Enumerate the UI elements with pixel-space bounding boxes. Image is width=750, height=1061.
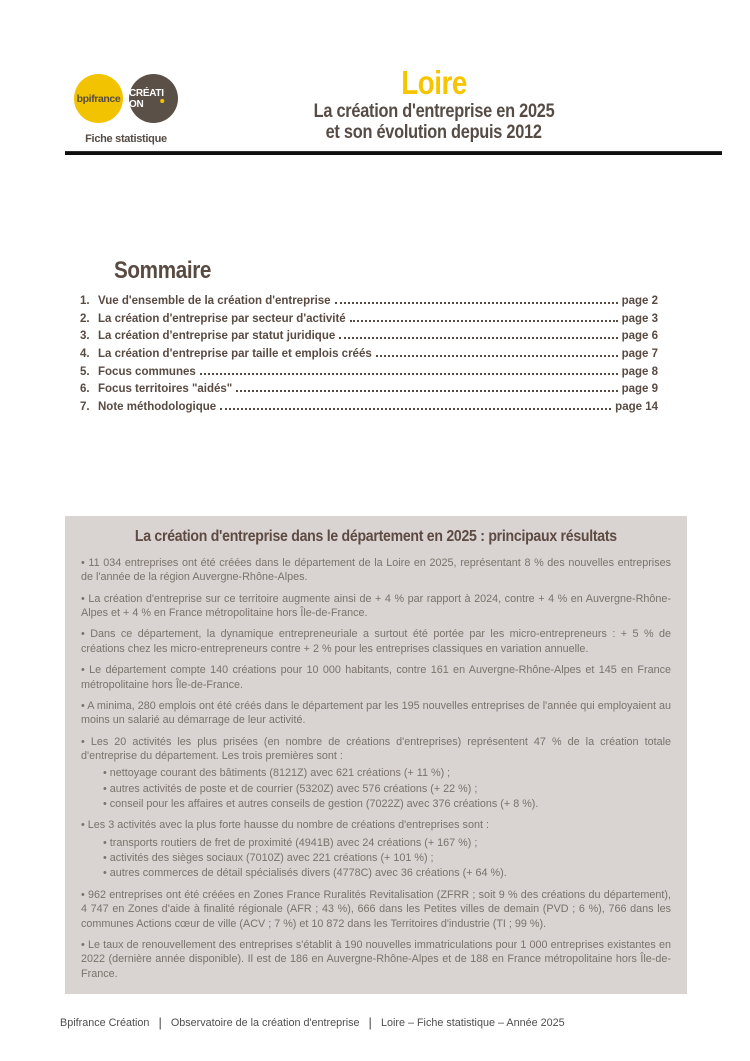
footer-publisher: Bpifrance Création <box>60 1016 150 1029</box>
toc-item-page: page 6 <box>621 330 658 343</box>
toc-item-4[interactable] <box>80 348 658 366</box>
logo-tagline: Fiche statistique <box>85 133 167 145</box>
toc-item-page: page 3 <box>621 312 658 325</box>
result-sub-bullet: • activités des sièges sociaux (7010Z) avec 221 créations (+ 101 %) ; <box>103 851 671 865</box>
result-bullet: • Le département compte 140 créations pour 10 000 habitants, contre 161 en Auvergne-Rhône-Alpes et 145 en France métropolitaine hors Île-de-France. <box>81 663 671 692</box>
toc-item-number: 2. <box>80 312 90 325</box>
top-activities-sub-list <box>81 766 671 811</box>
toc-dotted-leader <box>236 383 617 392</box>
creation-logo-i-yellow-dot: I <box>161 87 164 99</box>
document-header <box>180 66 688 143</box>
bpifrance-creation-logo <box>74 74 178 145</box>
result-sub-bullet: • conseil pour les affaires et autres conseils de gestion (7022Z) avec 376 créations (+ 8 %). <box>103 797 671 811</box>
toc-dotted-leader <box>200 366 618 375</box>
result-bullet: • A minima, 280 emplois ont été créés dans le département par les 195 nouvelles entreprises de l'année qui employaient au moins un salarié au démarrage de leur activité. <box>81 699 671 728</box>
toc-item-page: page 8 <box>621 365 658 378</box>
toc-item-page: page 9 <box>621 383 658 396</box>
toc-item-label: La création d'entreprise par statut juridique <box>98 330 336 343</box>
toc-item-page: page 7 <box>621 348 658 361</box>
result-bullet: • 11 034 entreprises ont été créées dans le département de la Loire en 2025, représentant 8 % des nouvelles entreprises de l'année de la région Auvergne-Rhône-Alpes. <box>81 556 671 585</box>
toc-item-label: Vue d'ensemble de la création d'entreprise <box>98 295 331 307</box>
result-sub-bullet: • transports routiers de fret de proximité (4941B) avec 24 créations (+ 167 %) ; <box>103 836 671 850</box>
toc-dotted-leader <box>220 401 611 410</box>
toc-item-number: 1. <box>80 295 90 307</box>
toc-item-3[interactable] <box>80 330 658 348</box>
toc-item-1[interactable] <box>80 295 658 313</box>
toc-item-5[interactable] <box>80 366 658 384</box>
result-bullet: • 962 entreprises ont été créées en Zones France Ruralités Revitalisation (ZFRR ; soit 9 % des créations du département), 4 747 en Zones d'aide à finalité régionale (AFR ; 43 %), 666 dans les Petites villes de demain (PVD ; 6 %), 766 dans les communes Actions cœur de ville (ACV ; 7 %) et 10 872 dans les Territoires d'industrie (TI ; 99 %). <box>81 888 671 931</box>
toc-dotted-leader <box>335 295 618 304</box>
toc-item-number: 6. <box>80 383 90 396</box>
toc-dotted-leader <box>376 348 618 357</box>
toc-item-label: Focus territoires "aidés" <box>98 383 233 396</box>
toc-title: Sommaire <box>114 257 212 284</box>
toc-item-number: 3. <box>80 330 90 343</box>
department-title: Loire <box>401 64 467 101</box>
toc-item-number: 5. <box>80 365 90 378</box>
logo-circles <box>74 74 178 124</box>
bpifrance-logo-text: bpifrance <box>76 92 121 105</box>
toc-item-number: 7. <box>80 401 90 414</box>
result-sub-bullet: • autres activités de poste et de courrier (5320Z) avec 576 créations (+ 22 %) ; <box>103 782 671 796</box>
document-subtitle <box>180 102 688 144</box>
table-of-contents <box>80 295 658 419</box>
result-sub-bullet: • nettoyage courant des bâtiments (8121Z) avec 621 créations (+ 11 %) ; <box>103 766 671 780</box>
footer-separator: | <box>368 1015 372 1030</box>
toc-item-7[interactable] <box>80 401 658 419</box>
toc-dotted-leader <box>350 313 618 322</box>
toc-item-label: Focus communes <box>98 365 196 378</box>
fastest-growing-activities-sub-list <box>81 836 671 881</box>
result-bullet: • Dans ce département, la dynamique entrepreneuriale a surtout été portée par les micro-entrepreneurs : + 5 % de créations chez les micro-entrepreneurs contre + 2 % pour les entreprises classiques en variation annuelle. <box>81 627 671 656</box>
results-box-title: La création d'entreprise dans le département en 2025 : principaux résultats <box>134 528 617 545</box>
bpifrance-logo-circle <box>74 74 123 123</box>
result-bullet: • Les 3 activités avec la plus forte hausse du nombre de créations d'entreprises sont : <box>81 818 671 832</box>
toc-item-2[interactable] <box>80 313 658 331</box>
footer-separator: | <box>158 1015 162 1030</box>
subtitle-line-1: La création d'entreprise en 2025 <box>313 100 555 122</box>
toc-item-label: La création d'entreprise par taille et emplois créés <box>98 348 372 361</box>
result-bullet: • Les 20 activités les plus prisées (en nombre de créations d'entreprises) représentent 47 % de la création totale d'entreprise du département. Les trois premières sont : <box>81 735 671 764</box>
toc-item-6[interactable] <box>80 383 658 401</box>
key-results-box <box>65 516 687 994</box>
toc-item-page: page 2 <box>621 295 658 307</box>
creation-logo-text: CRÉATION <box>129 87 164 110</box>
footer-source: Observatoire de la création d'entreprise <box>170 1016 360 1029</box>
toc-dotted-leader <box>339 330 617 339</box>
toc-item-number: 4. <box>80 348 90 361</box>
result-bullet: • Le taux de renouvellement des entreprises s'établit à 190 nouvelles immatriculations pour 1 000 entreprises existantes en 2022 (dernière année disponible). Il est de 186 en Auvergne-Rhône-Alpes et de 188 en France métropolitaine hors Île-de-France. <box>81 938 671 981</box>
result-bullet: • La création d'entreprise sur ce territoire augmente ainsi de + 4 % par rapport à 2024, contre + 4 % en Auvergne-Rhône-Alpes et + 4 % en France métropolitaine hors Île-de-France. <box>81 592 671 621</box>
subtitle-line-2: et son évolution depuis 2012 <box>325 121 543 143</box>
toc-item-label: La création d'entreprise par secteur d'activité <box>98 312 346 325</box>
toc-item-label: Note méthodologique <box>98 401 217 414</box>
footer-document-name: Loire – Fiche statistique – Année 2025 <box>380 1016 565 1029</box>
result-sub-bullet: • autres commerces de détail spécialisés divers (4778C) avec 36 créations (+ 64 %). <box>103 866 671 880</box>
page-footer <box>60 1015 700 1030</box>
header-divider-rule <box>65 151 722 155</box>
toc-item-page: page 14 <box>615 401 658 414</box>
creation-logo-circle <box>129 74 178 123</box>
